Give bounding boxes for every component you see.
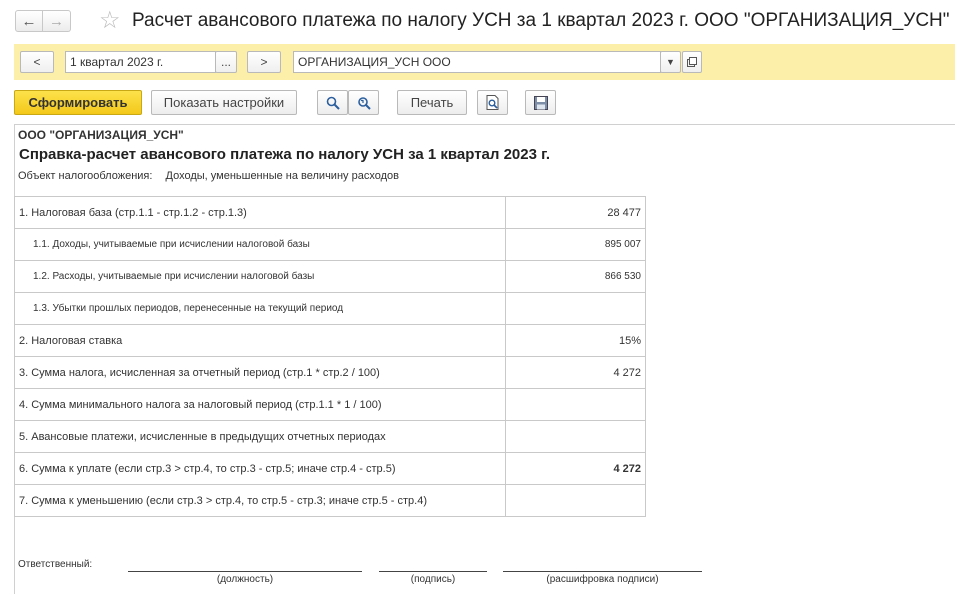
table-row <box>15 421 646 453</box>
table-row <box>15 229 646 261</box>
row-label: 6. Сумма к уплате (если стр.3 > стр.4, то стр.3 - стр.5; иначе стр.4 - стр.5) <box>15 453 506 485</box>
decoding-line <box>503 571 702 572</box>
favorite-star-icon[interactable]: ☆ <box>99 7 121 34</box>
back-button[interactable] <box>15 10 43 32</box>
row-label: 3. Сумма налога, исчисленная за отчетный период (стр.1 * стр.2 / 100) <box>15 357 506 389</box>
table-row <box>15 357 646 389</box>
report-table <box>14 196 646 517</box>
row-value: 866 530 <box>506 261 646 293</box>
row-value <box>506 389 646 421</box>
row-label: 1.2. Расходы, учитываемые при исчислении налоговой базы <box>15 261 506 293</box>
forward-button[interactable] <box>43 10 71 32</box>
table-row <box>15 389 646 421</box>
previous-period-button[interactable]: < <box>20 51 54 73</box>
taxation-object-label: Объект налогообложения: <box>18 170 153 182</box>
period-select-button[interactable]: ... <box>215 51 237 73</box>
open-window-icon <box>687 57 697 67</box>
row-label: 4. Сумма минимального налога за налоговый период (стр.1.1 * 1 / 100) <box>15 389 506 421</box>
row-label: 1.1. Доходы, учитываемые при исчислении налоговой базы <box>15 229 506 261</box>
organization-name: ООО "ОРГАНИЗАЦИЯ_УСН" <box>18 128 184 142</box>
report-title: Справка-расчет авансового платежа по налогу УСН за 1 квартал 2023 г. <box>19 146 551 163</box>
row-value: 15% <box>506 325 646 357</box>
row-value: 4 272 <box>506 453 646 485</box>
table-row <box>15 325 646 357</box>
arrow-left-icon: ← <box>21 12 37 30</box>
organization-dropdown-button[interactable] <box>660 51 681 73</box>
signature-caption: (подпись) <box>410 574 456 585</box>
next-period-button[interactable]: > <box>247 51 281 73</box>
show-settings-button[interactable]: Показать настройки <box>151 90 297 115</box>
table-row <box>15 485 646 517</box>
row-label: 5. Авансовые платежи, исчисленные в предыдущих отчетных периодах <box>15 421 506 453</box>
search-next-button[interactable] <box>348 90 379 115</box>
save-button[interactable] <box>525 90 556 115</box>
title-bar <box>0 0 955 44</box>
search-icon <box>326 96 340 110</box>
signature-line <box>379 571 487 572</box>
table-row <box>15 293 646 325</box>
print-button[interactable]: Печать <box>397 90 467 115</box>
row-value: 4 272 <box>506 357 646 389</box>
print-preview-icon <box>486 95 500 110</box>
period-field[interactable]: 1 квартал 2023 г. <box>65 51 216 73</box>
search-button[interactable] <box>317 90 348 115</box>
save-disk-icon <box>534 96 548 110</box>
taxation-object-value: Доходы, уменьшенные на величину расходов <box>165 170 399 182</box>
generate-button[interactable]: Сформировать <box>14 90 142 115</box>
responsible-label: Ответственный: <box>18 559 93 570</box>
row-label: 1. Налоговая база (стр.1.1 - стр.1.2 - стр.1.3) <box>15 197 506 229</box>
row-value: 28 477 <box>506 197 646 229</box>
row-label: 7. Сумма к уменьшению (если стр.3 > стр.4, то стр.5 - стр.3; иначе стр.5 - стр.4) <box>15 485 506 517</box>
organization-open-button[interactable] <box>682 51 702 73</box>
row-value <box>506 485 646 517</box>
position-line <box>128 571 362 572</box>
row-value <box>506 421 646 453</box>
row-label: 2. Налоговая ставка <box>15 325 506 357</box>
row-label: 1.3. Убытки прошлых периодов, перенесенные на текущий период <box>15 293 506 325</box>
decoding-caption: (расшифровка подписи) <box>546 574 659 585</box>
arrow-right-icon: → <box>49 12 64 30</box>
taxation-object <box>18 170 399 182</box>
table-row <box>15 261 646 293</box>
preview-button[interactable] <box>477 90 508 115</box>
search-refresh-icon <box>357 96 371 110</box>
triangle-down-icon: ▼ <box>666 57 675 67</box>
row-value: 895 007 <box>506 229 646 261</box>
position-caption: (должность) <box>216 574 274 585</box>
table-row <box>15 197 646 229</box>
organization-field[interactable]: ОРГАНИЗАЦИЯ_УСН ООО <box>293 51 661 73</box>
table-row <box>15 453 646 485</box>
row-value <box>506 293 646 325</box>
window-title: Расчет авансового платежа по налогу УСН за 1 квартал 2023 г. ООО "ОРГАНИЗАЦИЯ_УСН" <box>132 10 950 31</box>
